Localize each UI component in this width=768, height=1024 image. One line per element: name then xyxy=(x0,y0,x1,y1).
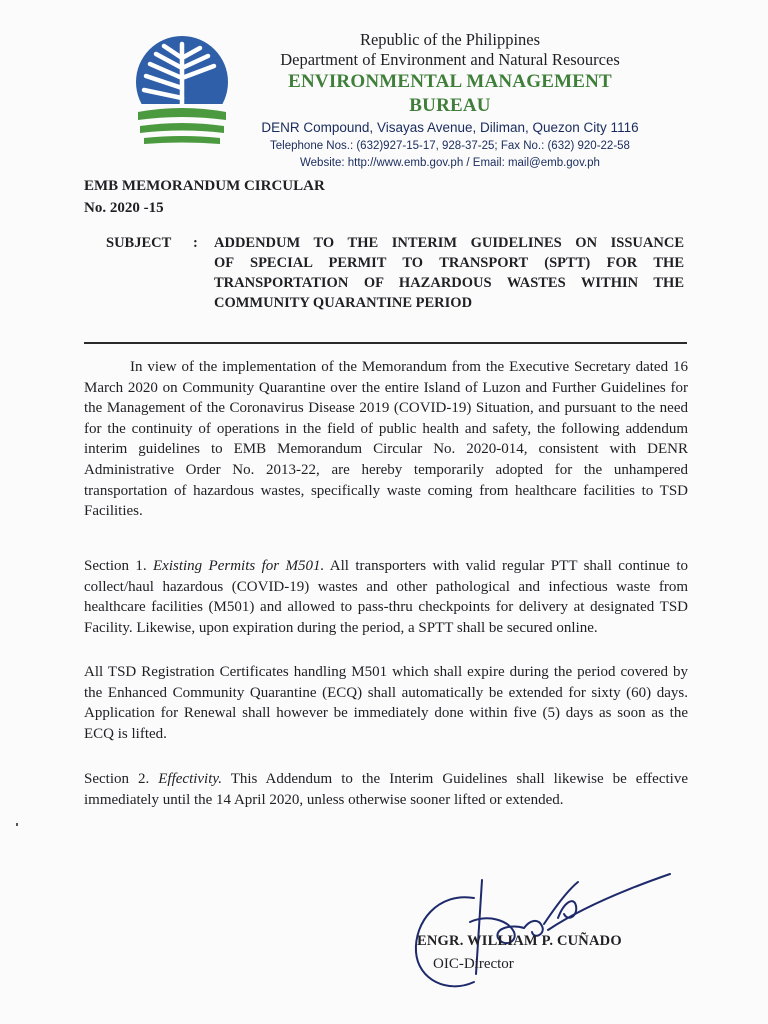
paragraph-intro: In view of the implementation of the Memorandum from the Executive Secretary dated 16 March 2020 on Community Quarantine over the entire Island of Luzon and Further Guidelines for the Management of the Coronavirus Disease 2019 (COVID-19) Situation, and pursuant to the need for the continuity of operations in the field of public health and safety, the following addendum interim guidelines to EMB Memorandum Circular No. 2020-014, consistent with DENR Administrative Order No. 2013-22, are hereby temporarily adopted for the unhampered transportation of hazardous wastes, specifically waste coming from healthcare facilities to TSD Facilities. xyxy=(84,359,688,520)
subject-text xyxy=(214,233,684,313)
paragraph-tsd-certificates: All TSD Registration Certificates handling M501 which shall expire during the period covered by the Enhanced Community Quarantine (ECQ) shall automatically be extended for sixty (60) days. Application for Renewal shall however be immediately done within five (5) days as soon as the ECQ is lifted. xyxy=(84,664,688,742)
subject-line-4: COMMUNITY QUARANTINE PERIOD xyxy=(214,295,473,311)
telephone-line: Telephone Nos.: (632)927-15-17, 928-37-25; Fax No.: (632) 920-22-58 xyxy=(270,140,630,152)
paragraph-section-1 xyxy=(84,556,688,638)
subject-line-2: OF SPECIAL PERMIT TO TRANSPORT (SPTT) FOR THE xyxy=(214,255,684,271)
section-2-prefix: Section 2. xyxy=(84,771,159,787)
emb-logo-icon xyxy=(134,34,230,146)
bureau-name: ENVIRONMENTAL MANAGEMENT BUREAU xyxy=(288,71,612,116)
signatory-title: OIC-Director xyxy=(433,956,514,972)
republic-line: Republic of the Philippines xyxy=(359,30,541,49)
letterhead xyxy=(250,30,650,171)
divider-rule xyxy=(84,342,687,344)
address-line: DENR Compound, Visayas Avenue, Diliman, Quezon City 1116 xyxy=(261,120,639,135)
subject-colon: : xyxy=(193,235,198,251)
circular-heading xyxy=(84,175,325,219)
subject-line-1: ADDENDUM TO THE INTERIM GUIDELINES ON ISSUANCE xyxy=(214,235,684,251)
paragraph-section-2 xyxy=(84,769,688,810)
section-1-prefix: Section 1. xyxy=(84,558,154,574)
department-line: Department of Environment and Natural Resources xyxy=(280,50,620,69)
signatory-name: ENGR. WILLIAM P. CUÑADO xyxy=(417,933,622,949)
section-2-text: This Addendum to the Interim Guidelines shall likewise be effective immediately until the 14 April 2020, unless otherwise sooner lifted or extended. xyxy=(84,771,688,808)
scan-speck xyxy=(16,823,18,826)
section-1-heading: Existing Permits for M501. xyxy=(153,558,325,574)
website-line: Website: http://www.emb.gov.ph / Email: mail@emb.gov.ph xyxy=(300,157,600,169)
subject-line-3: TRANSPORTATION OF HAZARDOUS WASTES WITHIN THE xyxy=(214,275,684,291)
circular-title: EMB MEMORANDUM CIRCULAR xyxy=(84,178,325,194)
circular-number: No. 2020 -15 xyxy=(84,200,164,216)
subject-label: SUBJECT xyxy=(106,235,172,251)
section-2-heading: Effectivity. xyxy=(158,771,222,787)
section-1-text: All transporters with valid regular PTT shall continue to collect/haul hazardous (COVID-19) wastes and other pathological and infectious waste from healthcare facilities (M501) and allowed to pass-thru checkpoints for delivery at designated TSD Facility. Likewise, upon expiration during the period, a SPTT shall be secured online. xyxy=(84,558,688,636)
